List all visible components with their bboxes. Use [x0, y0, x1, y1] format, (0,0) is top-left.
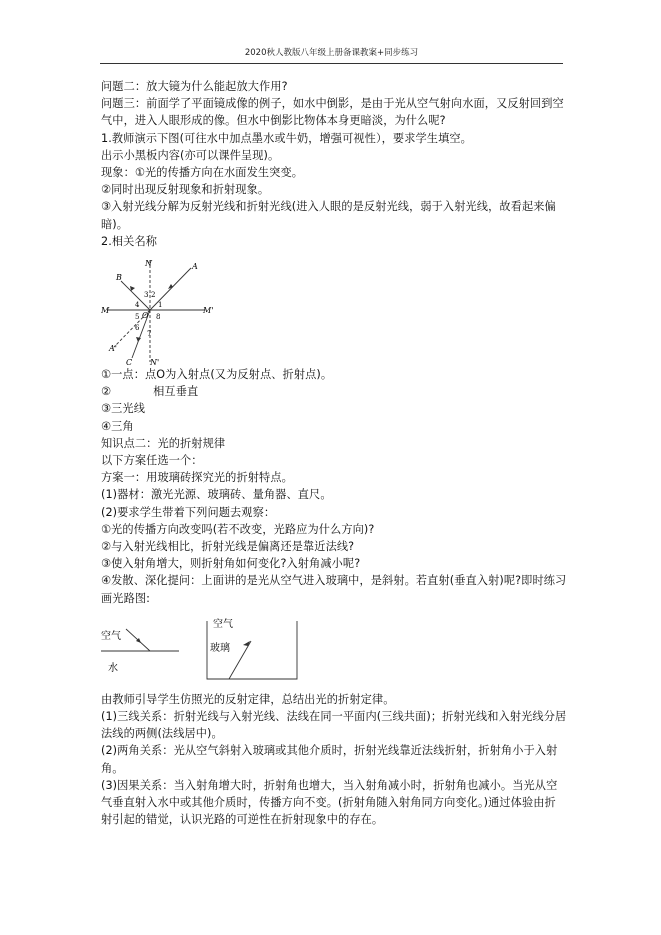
- document-body: [101, 78, 567, 829]
- light-path-exercise: [101, 613, 301, 685]
- materials: (1)器材：激光光源、玻璃砖、量角器、直尺。: [101, 488, 332, 502]
- label-A: A: [192, 262, 198, 272]
- observe-2: ②与入射光线相比，折射光线是偏离还是靠近法线?: [101, 540, 355, 554]
- demo-instruction: 1.教师演示下图(可往水中加点墨水或牛奶，增强可视性），要求学生填空。: [101, 131, 472, 145]
- angle-1: 1: [158, 301, 163, 310]
- page-header: 2020秋人教版八年级上册备课教案+同步练习: [100, 46, 563, 64]
- observe-4: ④发散、深化提问：上面讲的是光从空气进入玻璃中，是斜射。若直射(垂直入射)呢?即时练习画光路图:: [101, 574, 567, 605]
- phenomenon-2: ②同时出现反射现象和折射现象。: [101, 183, 270, 197]
- refracted-arrow: [136, 337, 141, 342]
- label-N-prime: N': [150, 358, 160, 367]
- right-air-label: 空气: [213, 618, 233, 630]
- angle-3: 3: [144, 291, 149, 300]
- incident-arrow: [168, 284, 173, 289]
- angle-8: 8: [156, 313, 161, 322]
- point-one: ①一点：点O为入射点(又为反射点、折射点)。: [101, 368, 333, 382]
- angle-6: 6: [135, 324, 140, 333]
- law-3: (3)因果关系：当入射角增大时，折射角也增大，当入射角减小时，折射角也减小。当光从空气垂直射入水中或其他介质时，传播方向不变。(折射角随入射角同方向变化。)通过体验由折射引起的错觉，认识光路的可逆性在折射现象中的存在。: [101, 778, 558, 827]
- angle-2: 2: [151, 291, 156, 300]
- label-B: B: [116, 273, 122, 283]
- question-two: 问题二：放大镜为什么能起放大作用?: [101, 80, 288, 93]
- angle-4: 4: [135, 301, 140, 310]
- angle-7: 7: [147, 330, 152, 339]
- angle-5: 5: [135, 313, 140, 322]
- law-2: (2)两角关系：光从空气斜射入玻璃或其他介质时，折射光线靠近法线折射，折射角小于入射角。: [101, 744, 558, 775]
- point-four: ④三角: [101, 419, 134, 433]
- point-two: [101, 383, 567, 400]
- question-three: 问题三：前面学了平面镜成像的例子，如水中倒影，是由于光从空气射向水面，又反射回到空气中，进入人眼形成的像。但水中倒影比物体本身更暗淡，为什么呢?: [101, 97, 564, 128]
- label-M-prime: M': [203, 306, 214, 316]
- label-A-prime: A': [109, 344, 117, 354]
- board-instruction: 出示小黑板内容(亦可以课件呈现)。: [101, 148, 280, 162]
- observe-3: ③使入射角增大，则折射角如何变化?入射角减小呢?: [101, 557, 361, 571]
- point-two-number: ②: [101, 385, 112, 399]
- point-three: ③三光线: [101, 402, 145, 416]
- summary-line: 由教师引导学生仿照光的反射定律，总结出光的折射定律。: [101, 692, 395, 706]
- observe-1: ①光的传播方向改变吗(若不改变，光路应为什么方向)?: [101, 522, 375, 536]
- right-glass-label: 玻璃: [210, 642, 230, 654]
- phenomenon-3: ③入射光线分解为反射光线和折射光线(进入人眼的是反射光线，弱于入射光线，故看起来偏暗)。: [101, 200, 556, 231]
- related-names-heading: 2.相关名称: [101, 234, 158, 248]
- point-two-text: 相互垂直: [153, 385, 199, 399]
- label-C: C: [126, 358, 133, 367]
- knowledge-point-two: 知识点二：光的折射规律: [101, 436, 226, 450]
- label-O: O: [142, 311, 149, 321]
- ray-in-glass: [229, 641, 251, 679]
- incident-ray: [150, 268, 191, 310]
- plan-one: 方案一：用玻璃砖探究光的折射特点。: [101, 471, 293, 485]
- choose-plan: 以下方案任选一个：: [101, 454, 203, 468]
- left-water-label: 水: [108, 662, 118, 674]
- phenomenon-1: 现象：①光的传播方向在水面发生突变。: [101, 166, 304, 180]
- law-1: (1)三线关系：折射光线与入射光线、法线在同一平面内(三线共面)；折射光线和入射光线分居法线的两侧(法线居中)。: [101, 710, 567, 741]
- label-N: N: [145, 259, 152, 269]
- label-M: M: [101, 306, 110, 316]
- requirements: (2)要求学生带着下列问题去观察：: [101, 505, 276, 519]
- refraction-diagram: [101, 254, 216, 366]
- left-air-label: 空气: [101, 630, 121, 642]
